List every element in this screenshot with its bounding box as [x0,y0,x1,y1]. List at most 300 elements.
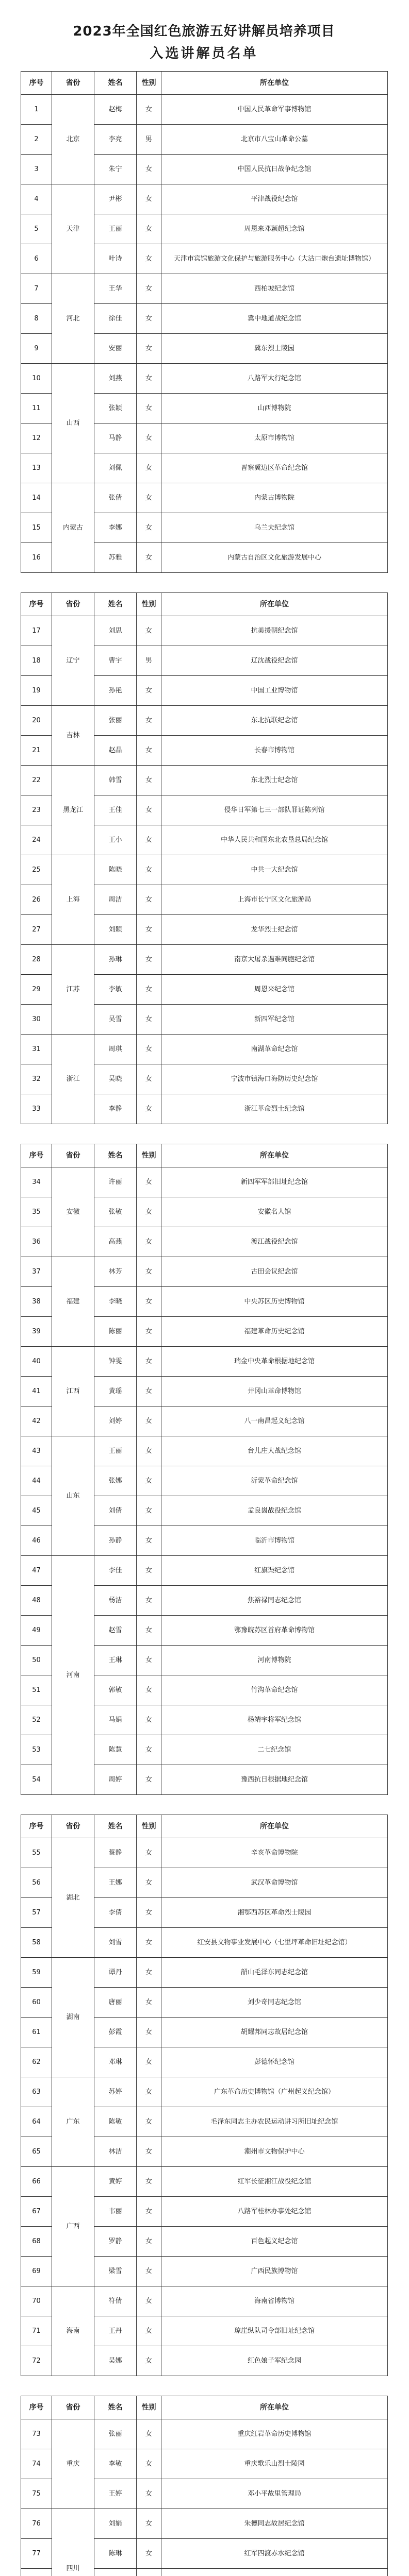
cell-gender: 女 [137,1005,161,1035]
cell-number: 50 [21,1646,52,1675]
cell-name: 安丽 [94,334,137,364]
cell-number: 12 [21,423,52,453]
column-header: 性别 [137,72,161,95]
table-row [21,483,388,513]
table-header-row [21,593,388,616]
cell-province: 天津 [52,184,94,274]
cell-number: 29 [21,975,52,1005]
cell-province: 上海 [52,855,94,945]
cell-gender: 女 [137,1035,161,1064]
cell-name: 孙琳 [94,945,137,975]
cell-unit: 中国人民抗日战争纪念馆 [161,155,388,184]
cell-unit: 中央苏区历史博物馆 [161,1287,388,1317]
cell-number: 71 [21,2316,52,2346]
cell-unit: 红安县文物事业发展中心（七里坪革命旧址纪念馆） [161,1928,388,1958]
cell-gender [137,2569,161,2576]
cell-unit: 瑞金中央革命根据地纪念馆 [161,1347,388,1377]
cell-name: 韩雪 [94,766,137,795]
cell-province: 福建 [52,1257,94,1347]
cell-name: 刘佩 [94,453,137,483]
cell-unit: 龙华烈士纪念馆 [161,915,388,945]
cell-gender: 女 [137,1898,161,1928]
column-header: 序号 [21,1144,52,1167]
cell-unit: 红色娘子军纪念园 [161,2346,388,2376]
cell-name: 刘思 [94,616,137,646]
cell-number: 65 [21,2137,52,2167]
cell-gender: 女 [137,1868,161,1898]
cell-unit: 内蒙古博物院 [161,483,388,513]
cell-gender: 女 [137,1377,161,1406]
cell-number: 9 [21,334,52,364]
cell-name: 李娜 [94,513,137,543]
table-row [21,184,388,214]
cell-gender: 女 [137,2286,161,2316]
cell-name: 林洁 [94,2137,137,2167]
cell-name: 周琪 [94,1035,137,1064]
cell-unit: 安徽名人馆 [161,1197,388,1227]
cell-gender: 女 [137,184,161,214]
column-header: 序号 [21,2396,52,2419]
cell-name: 王婷 [94,2479,137,2509]
table-row [21,1436,388,1466]
cell-gender: 女 [137,1675,161,1705]
cell-gender: 女 [137,2077,161,2107]
cell-number: 20 [21,706,52,736]
cell-unit: 中华人民共和国东北农垦总局纪念馆 [161,825,388,855]
cell-name: 张敏 [94,1197,137,1227]
cell-province: 吉林 [52,706,94,766]
cell-unit: 河南博物院 [161,1646,388,1675]
column-header: 省份 [52,1144,94,1167]
table-row [21,2419,388,2449]
cell-gender: 女 [137,483,161,513]
column-header: 姓名 [94,593,137,616]
column-header: 性别 [137,1815,161,1838]
cell-gender: 女 [137,304,161,334]
cell-gender: 女 [137,95,161,125]
cell-unit: 临沂市博物馆 [161,1526,388,1556]
cell-province: 海南 [52,2286,94,2376]
cell-number: 64 [21,2107,52,2137]
column-header: 姓名 [94,2396,137,2419]
table-row [21,1257,388,1287]
table-row [21,2509,388,2539]
cell-gender: 女 [137,2047,161,2077]
cell-unit: 百色起义纪念馆 [161,2227,388,2257]
cell-gender: 女 [137,616,161,646]
cell-gender: 女 [137,1838,161,1868]
cell-name: 孙艳 [94,676,137,706]
cell-number: 3 [21,155,52,184]
cell-name: 高燕 [94,1227,137,1257]
cell-unit: 侵华日军第七三一部队罪证陈列馆 [161,795,388,825]
cell-unit: 红军四渡赤水纪念馆 [161,2539,388,2569]
table-header-row [21,1815,388,1838]
cell-number: 48 [21,1586,52,1616]
cell-number: 32 [21,1064,52,1094]
cell-number: 47 [21,1556,52,1586]
cell-unit: 八路军桂林办事处纪念馆 [161,2197,388,2227]
cell-name: 李晓 [94,1287,137,1317]
cell-gender: 女 [137,1436,161,1466]
cell-gender: 女 [137,453,161,483]
cell-name: 黄婷 [94,2167,137,2197]
cell-province: 安徽 [52,1167,94,1257]
cell-unit: 辽沈战役纪念馆 [161,646,388,676]
cell-gender: 女 [137,1094,161,1124]
cell-number: 56 [21,1868,52,1898]
cell-number: 31 [21,1035,52,1064]
cell-unit: 湘鄂西苏区革命烈士陵园 [161,1898,388,1928]
cell-gender: 女 [137,945,161,975]
cell-number: 73 [21,2419,52,2449]
cell-unit: 红旗渠纪念馆 [161,1556,388,1586]
cell-gender: 女 [137,2479,161,2509]
cell-number: 13 [21,453,52,483]
cell-number: 61 [21,2018,52,2047]
cell-unit: 周恩来邓颖超纪念馆 [161,214,388,244]
cell-gender: 女 [137,706,161,736]
cell-number: 44 [21,1466,52,1496]
table-page [21,1815,387,2376]
table-row [21,1838,388,1868]
cell-unit: 八路军太行纪念馆 [161,364,388,394]
cell-gender: 女 [137,1466,161,1496]
cell-province: 江苏 [52,945,94,1035]
cell-name: 王丽 [94,214,137,244]
cell-unit: 浙江革命烈士纪念馆 [161,1094,388,1124]
cell-gender: 女 [137,1064,161,1094]
cell-gender: 女 [137,2227,161,2257]
cell-gender: 女 [137,2539,161,2569]
table-row [21,274,388,304]
cell-gender: 男 [137,646,161,676]
column-header: 省份 [52,593,94,616]
roster-table [21,71,388,573]
cell-name: 孙静 [94,1526,137,1556]
cell-unit: 二七纪念馆 [161,1735,388,1765]
cell-number: 57 [21,1898,52,1928]
cell-unit: 周恩来纪念馆 [161,975,388,1005]
cell-name: 张娜 [94,1466,137,1496]
cell-gender: 女 [137,1928,161,1958]
table-row [21,706,388,736]
cell-name: 陈晓 [94,855,137,885]
cell-number: 60 [21,1988,52,2018]
cell-number: 52 [21,1705,52,1735]
cell-name: 王小 [94,825,137,855]
cell-unit: 武汉革命博物馆 [161,1868,388,1898]
cell-number: 69 [21,2257,52,2286]
cell-number: 66 [21,2167,52,2197]
cell-name: 尹彬 [94,184,137,214]
cell-unit: 八一南昌起义纪念馆 [161,1406,388,1436]
cell-gender: 女 [137,975,161,1005]
cell-name: 刘燕 [94,364,137,394]
table-header-row [21,2396,388,2419]
cell-number: 67 [21,2197,52,2227]
document [21,15,387,2576]
column-header: 省份 [52,2396,94,2419]
cell-unit: 杨靖宇将军纪念馆 [161,1705,388,1735]
cell-name: 王琳 [94,1646,137,1675]
doc-subtitle: 入选讲解员名单 [150,46,258,61]
cell-province: 内蒙古 [52,483,94,573]
table-row [21,2077,388,2107]
cell-gender: 女 [137,795,161,825]
cell-gender: 女 [137,1705,161,1735]
cell-province: 四川 [52,2509,94,2576]
roster-table [21,2396,388,2576]
cell-number: 54 [21,1765,52,1795]
cell-number: 1 [21,95,52,125]
cell-gender: 女 [137,1958,161,1988]
cell-gender: 女 [137,676,161,706]
cell-unit: 南京大屠杀遇难同胞纪念馆 [161,945,388,975]
cell-name: 王娜 [94,1868,137,1898]
column-header: 所在单位 [161,72,388,95]
cell-unit: 太原市博物馆 [161,423,388,453]
cell-gender: 女 [137,1317,161,1347]
cell-unit: 长春市博物馆 [161,736,388,766]
cell-name: 吴娜 [94,2346,137,2376]
cell-name: 张颖 [94,394,137,423]
cell-province: 广东 [52,2077,94,2167]
cell-name: 赵晶 [94,736,137,766]
column-header: 性别 [137,2396,161,2419]
cell-name: 李佳 [94,1556,137,1586]
cell-unit: 西柏坡纪念馆 [161,274,388,304]
cell-number: 14 [21,483,52,513]
cell-unit: 刘少奇同志纪念馆 [161,1988,388,2018]
cell-province: 重庆 [52,2419,94,2509]
cell-unit [161,2569,388,2576]
cell-gender: 女 [137,394,161,423]
cell-number [21,2569,52,2576]
cell-unit: 邓小平故里管理局 [161,2479,388,2509]
cell-number: 72 [21,2346,52,2376]
cell-unit: 中共一大纪念馆 [161,855,388,885]
cell-gender: 女 [137,736,161,766]
cell-number: 41 [21,1377,52,1406]
cell-name: 赵梅 [94,95,137,125]
cell-number: 51 [21,1675,52,1705]
cell-gender: 女 [137,334,161,364]
cell-name: 张丽 [94,2419,137,2449]
column-header: 姓名 [94,1144,137,1167]
cell-unit: 毛泽东同志主办农民运动讲习所旧址纪念馆 [161,2107,388,2137]
column-header: 序号 [21,72,52,95]
doc-title: 2023年全国红色旅游五好讲解员培养项目 [73,24,335,39]
cell-name: 陈丽 [94,1317,137,1347]
cell-name: 林芳 [94,1257,137,1287]
cell-gender: 女 [137,1646,161,1675]
cell-gender: 女 [137,1287,161,1317]
cell-name: 李亮 [94,125,137,155]
cell-unit: 新四军军部旧址纪念馆 [161,1167,388,1197]
cell-gender: 女 [137,1257,161,1287]
cell-unit: 平津战役纪念馆 [161,184,388,214]
cell-name: 韦丽 [94,2197,137,2227]
cell-name: 郭敏 [94,1675,137,1705]
cell-province: 河南 [52,1556,94,1795]
cell-number: 26 [21,885,52,915]
cell-number: 63 [21,2077,52,2107]
cell-name: 罗静 [94,2227,137,2257]
cell-number: 55 [21,1838,52,1868]
table-row [21,2286,388,2316]
cell-unit: 琼崖纵队司令部旧址纪念馆 [161,2316,388,2346]
cell-gender: 女 [137,1167,161,1197]
cell-number: 74 [21,2449,52,2479]
cell-name: 符倩 [94,2286,137,2316]
cell-number: 70 [21,2286,52,2316]
cell-unit: 山西博物院 [161,394,388,423]
cell-gender: 女 [137,2346,161,2376]
cell-number: 21 [21,736,52,766]
cell-province: 山西 [52,364,94,483]
cell-unit: 乌兰夫纪念馆 [161,513,388,543]
cell-name: 黄瑶 [94,1377,137,1406]
cell-gender: 女 [137,825,161,855]
cell-number: 22 [21,766,52,795]
cell-gender: 女 [137,2167,161,2197]
column-header: 姓名 [94,72,137,95]
cell-unit: 北京市八宝山革命公墓 [161,125,388,155]
column-header: 所在单位 [161,2396,388,2419]
cell-gender: 男 [137,125,161,155]
cell-gender: 女 [137,1765,161,1795]
cell-number: 4 [21,184,52,214]
cell-unit: 鄂豫皖苏区首府革命博物馆 [161,1616,388,1646]
cell-name: 张倩 [94,483,137,513]
cell-province: 黑龙江 [52,766,94,855]
cell-unit: 井冈山革命博物馆 [161,1377,388,1406]
cell-gender: 女 [137,2509,161,2539]
cell-number: 10 [21,364,52,394]
table-row [21,1958,388,1988]
cell-number: 43 [21,1436,52,1466]
cell-province: 浙江 [52,1035,94,1124]
table-row [21,616,388,646]
cell-name: 苏雅 [94,543,137,573]
cell-gender: 女 [137,2018,161,2047]
table-page [21,1144,387,1795]
cell-number: 75 [21,2479,52,2509]
cell-number: 68 [21,2227,52,2257]
cell-gender: 女 [137,2197,161,2227]
cell-gender: 女 [137,274,161,304]
cell-name: 周洁 [94,885,137,915]
cell-number: 5 [21,214,52,244]
cell-unit: 冀中地道战纪念馆 [161,304,388,334]
cell-gender: 女 [137,1197,161,1227]
cell-unit: 渡江战役纪念馆 [161,1227,388,1257]
cell-province: 河北 [52,274,94,364]
cell-unit: 天津市宾馆旅游文化保护与旅游服务中心（大沽口炮台遗址博物馆） [161,244,388,274]
table-row [21,1035,388,1064]
cell-name: 刘雪 [94,1928,137,1958]
cell-unit: 朱德同志故居纪念馆 [161,2509,388,2539]
cell-gender: 女 [137,364,161,394]
cell-unit: 海南省博物馆 [161,2286,388,2316]
cell-name: 赵雪 [94,1616,137,1646]
cell-name: 杨洁 [94,1586,137,1616]
cell-name: 刘颖 [94,915,137,945]
cell-number: 11 [21,394,52,423]
cell-number: 18 [21,646,52,676]
cell-gender: 女 [137,885,161,915]
cell-name: 谭丹 [94,1958,137,1988]
cell-gender: 女 [137,423,161,453]
table-header-row [21,72,388,95]
column-header: 性别 [137,1144,161,1167]
cell-gender: 女 [137,543,161,573]
table-row [21,95,388,125]
cell-name: 曹宇 [94,646,137,676]
table-row [21,766,388,795]
cell-number: 36 [21,1227,52,1257]
cell-unit: 冀东烈士陵园 [161,334,388,364]
cell-unit: 中国人民革命军事博物馆 [161,95,388,125]
table-row [21,855,388,885]
cell-province: 湖北 [52,1838,94,1958]
cell-name: 蔡静 [94,1838,137,1868]
cell-gender: 女 [137,1526,161,1556]
cell-name: 苏婷 [94,2077,137,2107]
cell-name: 马静 [94,423,137,453]
roster-table [21,592,388,1124]
cell-gender: 女 [137,2257,161,2286]
cell-name [94,2569,137,2576]
cell-name: 徐佳 [94,304,137,334]
cell-number: 76 [21,2509,52,2539]
table-page [21,2396,387,2576]
cell-number: 16 [21,543,52,573]
cell-number: 6 [21,244,52,274]
cell-name: 马娟 [94,1705,137,1735]
cell-unit: 新四军纪念馆 [161,1005,388,1035]
column-header: 省份 [52,72,94,95]
cell-number: 46 [21,1526,52,1556]
cell-gender: 女 [137,2316,161,2346]
cell-province: 湖南 [52,1958,94,2077]
cell-number: 25 [21,855,52,885]
cell-number: 15 [21,513,52,543]
cell-unit: 东北抗联纪念馆 [161,706,388,736]
cell-gender: 女 [137,2449,161,2479]
cell-number: 23 [21,795,52,825]
cell-name: 吴晓 [94,1064,137,1094]
cell-name: 李倩 [94,1898,137,1928]
cell-name: 李敏 [94,2449,137,2479]
table-row [21,1347,388,1377]
cell-unit: 南湖革命纪念馆 [161,1035,388,1064]
cell-gender: 女 [137,244,161,274]
cell-name: 王华 [94,274,137,304]
cell-gender: 女 [137,513,161,543]
cell-unit: 焦裕禄同志纪念馆 [161,1586,388,1616]
cell-name: 吴雪 [94,1005,137,1035]
column-header: 所在单位 [161,1815,388,1838]
table-row [21,1167,388,1197]
cell-unit: 重庆歌乐山烈士陵园 [161,2449,388,2479]
cell-unit: 孟良崮战役纪念馆 [161,1496,388,1526]
cell-number: 40 [21,1347,52,1377]
cell-unit: 上海市长宁区文化旅游局 [161,885,388,915]
cell-number: 62 [21,2047,52,2077]
cell-number: 30 [21,1005,52,1035]
